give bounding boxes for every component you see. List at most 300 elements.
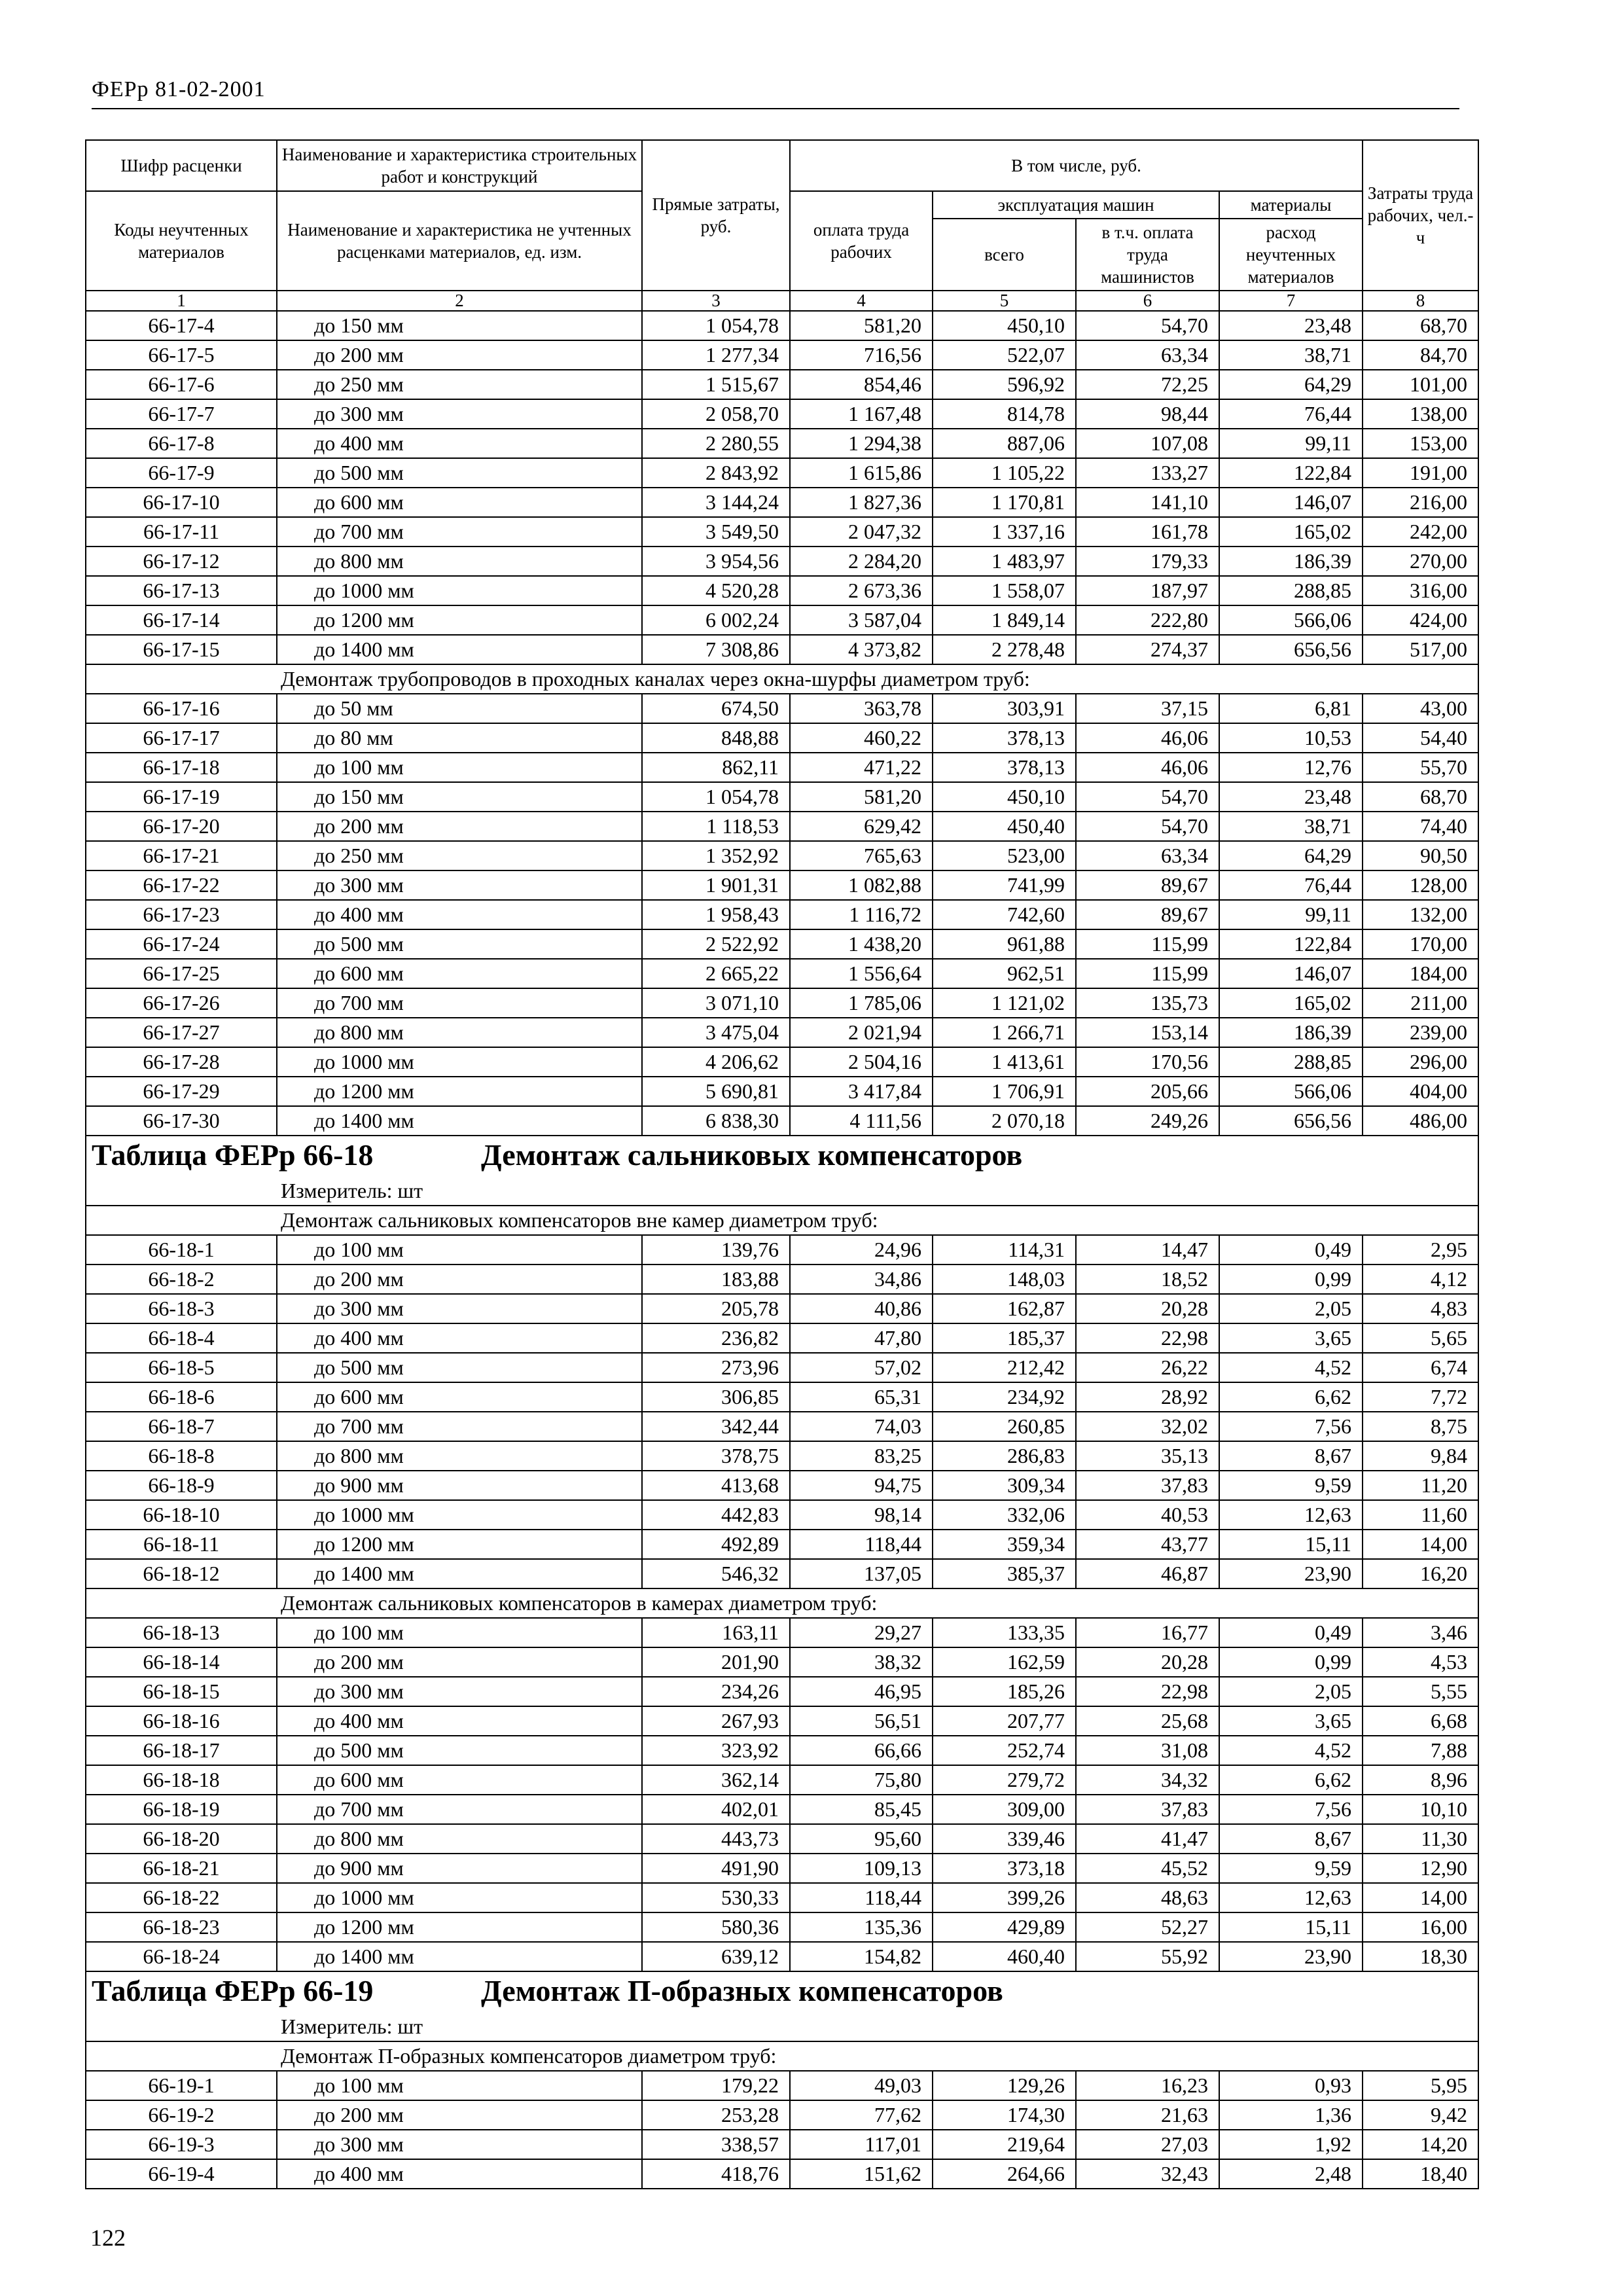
labor-hours: 486,00 bbox=[1363, 1106, 1478, 1136]
rate-code: 66-17-21 bbox=[86, 841, 277, 870]
table-row bbox=[86, 340, 1478, 370]
table-row bbox=[86, 2100, 1478, 2130]
labor-hours: 14,20 bbox=[1363, 2130, 1478, 2159]
wage-cost: 629,42 bbox=[790, 812, 933, 841]
materials-use: 7,56 bbox=[1219, 1412, 1363, 1441]
rate-code: 66-19-1 bbox=[86, 2071, 277, 2100]
table-row bbox=[86, 1265, 1478, 1294]
direct-costs: 848,88 bbox=[642, 723, 790, 753]
rate-code: 66-17-28 bbox=[86, 1047, 277, 1077]
wage-cost: 2 673,36 bbox=[790, 576, 933, 605]
table-row bbox=[86, 1294, 1478, 1323]
direct-costs: 1 958,43 bbox=[642, 900, 790, 929]
rates-table bbox=[85, 139, 1479, 2189]
machines-wage: 28,92 bbox=[1076, 1382, 1219, 1412]
materials-use: 1,92 bbox=[1219, 2130, 1363, 2159]
col-number: 7 bbox=[1219, 291, 1363, 311]
materials-use: 6,62 bbox=[1219, 1765, 1363, 1795]
rate-code: 66-17-29 bbox=[86, 1077, 277, 1106]
direct-costs: 4 520,28 bbox=[642, 576, 790, 605]
direct-costs: 342,44 bbox=[642, 1412, 790, 1441]
table-row bbox=[86, 1077, 1478, 1106]
table-row bbox=[86, 1618, 1478, 1647]
rate-code: 66-18-16 bbox=[86, 1706, 277, 1736]
wage-cost: 581,20 bbox=[790, 782, 933, 812]
machines-total: 174,30 bbox=[933, 2100, 1076, 2130]
machines-total: 1 170,81 bbox=[933, 488, 1076, 517]
rate-code: 66-17-18 bbox=[86, 753, 277, 782]
labor-hours: 138,00 bbox=[1363, 399, 1478, 429]
machines-total: 339,46 bbox=[933, 1824, 1076, 1854]
wage-cost: 40,86 bbox=[790, 1294, 933, 1323]
table-row bbox=[86, 458, 1478, 488]
machines-total: 450,40 bbox=[933, 812, 1076, 841]
unit-of-measure: Измеритель: шт bbox=[86, 1177, 1478, 1206]
rate-code: 66-17-19 bbox=[86, 782, 277, 812]
section-heading: Демонтаж сальниковых компенсаторов вне камер диаметром труб: bbox=[86, 1206, 1478, 1235]
materials-use: 566,06 bbox=[1219, 605, 1363, 635]
wage-cost: 34,86 bbox=[790, 1265, 933, 1294]
machines-wage: 89,67 bbox=[1076, 870, 1219, 900]
rate-name: до 600 мм bbox=[277, 488, 642, 517]
machines-wage: 249,26 bbox=[1076, 1106, 1219, 1136]
direct-costs: 1 054,78 bbox=[642, 782, 790, 812]
materials-use: 76,44 bbox=[1219, 399, 1363, 429]
wage-cost: 117,01 bbox=[790, 2130, 933, 2159]
table-row bbox=[86, 1323, 1478, 1353]
wage-cost: 4 373,82 bbox=[790, 635, 933, 664]
wage-cost: 66,66 bbox=[790, 1736, 933, 1765]
rate-name: до 200 мм bbox=[277, 812, 642, 841]
rate-name: до 100 мм bbox=[277, 753, 642, 782]
machines-wage: 26,22 bbox=[1076, 1353, 1219, 1382]
direct-costs: 139,76 bbox=[642, 1235, 790, 1265]
wage-cost: 1 082,88 bbox=[790, 870, 933, 900]
direct-costs: 179,22 bbox=[642, 2071, 790, 2100]
rate-name: до 300 мм bbox=[277, 1677, 642, 1706]
wage-cost: 85,45 bbox=[790, 1795, 933, 1824]
rate-code: 66-17-20 bbox=[86, 812, 277, 841]
rate-name: до 400 мм bbox=[277, 1706, 642, 1736]
rate-name: до 1000 мм bbox=[277, 576, 642, 605]
machines-wage: 54,70 bbox=[1076, 782, 1219, 812]
rate-code: 66-17-5 bbox=[86, 340, 277, 370]
labor-hours: 132,00 bbox=[1363, 900, 1478, 929]
machines-wage: 89,67 bbox=[1076, 900, 1219, 929]
wage-cost: 1 116,72 bbox=[790, 900, 933, 929]
rate-code: 66-17-14 bbox=[86, 605, 277, 635]
direct-costs: 323,92 bbox=[642, 1736, 790, 1765]
labor-hours: 4,83 bbox=[1363, 1294, 1478, 1323]
table-row bbox=[86, 782, 1478, 812]
machines-total: 303,91 bbox=[933, 694, 1076, 723]
table-row bbox=[86, 1795, 1478, 1824]
section-row bbox=[86, 2041, 1478, 2071]
table-body bbox=[86, 311, 1478, 2189]
materials-use: 9,59 bbox=[1219, 1854, 1363, 1883]
machines-wage: 34,32 bbox=[1076, 1765, 1219, 1795]
header-code: Шифр расценки bbox=[86, 140, 277, 191]
labor-hours: 54,40 bbox=[1363, 723, 1478, 753]
direct-costs: 378,75 bbox=[642, 1441, 790, 1471]
wage-cost: 1 785,06 bbox=[790, 988, 933, 1018]
materials-use: 3,65 bbox=[1219, 1706, 1363, 1736]
table-row bbox=[86, 1912, 1478, 1942]
labor-hours: 2,95 bbox=[1363, 1235, 1478, 1265]
direct-costs: 580,36 bbox=[642, 1912, 790, 1942]
direct-costs: 2 843,92 bbox=[642, 458, 790, 488]
materials-use: 2,05 bbox=[1219, 1294, 1363, 1323]
wage-cost: 1 294,38 bbox=[790, 429, 933, 458]
rate-code: 66-18-21 bbox=[86, 1854, 277, 1883]
machines-total: 742,60 bbox=[933, 900, 1076, 929]
table-row bbox=[86, 870, 1478, 900]
wage-cost: 2 504,16 bbox=[790, 1047, 933, 1077]
machines-wage: 55,92 bbox=[1076, 1942, 1219, 1971]
labor-hours: 211,00 bbox=[1363, 988, 1478, 1018]
labor-hours: 6,68 bbox=[1363, 1706, 1478, 1736]
table-row bbox=[86, 1382, 1478, 1412]
machines-wage: 141,10 bbox=[1076, 488, 1219, 517]
rate-code: 66-18-23 bbox=[86, 1912, 277, 1942]
header-machines: эксплуатация машин bbox=[933, 191, 1219, 219]
direct-costs: 5 690,81 bbox=[642, 1077, 790, 1106]
labor-hours: 5,95 bbox=[1363, 2071, 1478, 2100]
wage-cost: 1 438,20 bbox=[790, 929, 933, 959]
table-row bbox=[86, 1677, 1478, 1706]
materials-use: 146,07 bbox=[1219, 488, 1363, 517]
direct-costs: 3 954,56 bbox=[642, 547, 790, 576]
materials-use: 288,85 bbox=[1219, 1047, 1363, 1077]
wage-cost: 154,82 bbox=[790, 1942, 933, 1971]
table-row bbox=[86, 2159, 1478, 2189]
rate-code: 66-18-7 bbox=[86, 1412, 277, 1441]
unit-of-measure: Измеритель: шт bbox=[86, 2013, 1478, 2041]
wage-cost: 2 021,94 bbox=[790, 1018, 933, 1047]
direct-costs: 273,96 bbox=[642, 1353, 790, 1382]
section-row bbox=[86, 664, 1478, 694]
machines-wage: 46,06 bbox=[1076, 723, 1219, 753]
rate-name: до 900 мм bbox=[277, 1471, 642, 1500]
machines-wage: 205,66 bbox=[1076, 1077, 1219, 1106]
machines-total: 207,77 bbox=[933, 1706, 1076, 1736]
header-materials: материалы bbox=[1219, 191, 1363, 219]
direct-costs: 6 838,30 bbox=[642, 1106, 790, 1136]
page-number: 122 bbox=[90, 2225, 126, 2251]
machines-wage: 179,33 bbox=[1076, 547, 1219, 576]
machines-wage: 37,83 bbox=[1076, 1471, 1219, 1500]
rate-code: 66-17-16 bbox=[86, 694, 277, 723]
machines-total: 332,06 bbox=[933, 1500, 1076, 1530]
table-row bbox=[86, 1765, 1478, 1795]
machines-total: 264,66 bbox=[933, 2159, 1076, 2189]
machines-total: 460,40 bbox=[933, 1942, 1076, 1971]
machines-wage: 40,53 bbox=[1076, 1500, 1219, 1530]
direct-costs: 267,93 bbox=[642, 1706, 790, 1736]
machines-wage: 32,02 bbox=[1076, 1412, 1219, 1441]
table-row bbox=[86, 900, 1478, 929]
rate-code: 66-17-4 bbox=[86, 311, 277, 340]
table-title-row bbox=[86, 1971, 1478, 2013]
table-row bbox=[86, 635, 1478, 664]
materials-use: 6,62 bbox=[1219, 1382, 1363, 1412]
rate-name: до 800 мм bbox=[277, 1824, 642, 1854]
header-materials-use: расход неучтенных материалов bbox=[1219, 219, 1363, 291]
machines-total: 162,87 bbox=[933, 1294, 1076, 1323]
machines-total: 741,99 bbox=[933, 870, 1076, 900]
rate-name: до 1200 мм bbox=[277, 1912, 642, 1942]
header-direct-costs: Прямые затраты, руб. bbox=[642, 140, 790, 291]
rate-code: 66-18-18 bbox=[86, 1765, 277, 1795]
wage-cost: 471,22 bbox=[790, 753, 933, 782]
wage-cost: 2 284,20 bbox=[790, 547, 933, 576]
labor-hours: 4,12 bbox=[1363, 1265, 1478, 1294]
rate-code: 66-17-12 bbox=[86, 547, 277, 576]
materials-use: 656,56 bbox=[1219, 635, 1363, 664]
direct-costs: 306,85 bbox=[642, 1382, 790, 1412]
rate-name: до 1200 мм bbox=[277, 605, 642, 635]
wage-cost: 109,13 bbox=[790, 1854, 933, 1883]
document-title: ФЕРр 81-02-2001 bbox=[92, 77, 266, 101]
table-row bbox=[86, 605, 1478, 635]
machines-wage: 43,77 bbox=[1076, 1530, 1219, 1559]
machines-wage: 22,98 bbox=[1076, 1677, 1219, 1706]
rate-code: 66-19-4 bbox=[86, 2159, 277, 2189]
col-number: 3 bbox=[642, 291, 790, 311]
direct-costs: 2 665,22 bbox=[642, 959, 790, 988]
machines-wage: 16,23 bbox=[1076, 2071, 1219, 2100]
table-label: Таблица ФЕРр 66-18 bbox=[92, 1138, 374, 1172]
materials-use: 38,71 bbox=[1219, 812, 1363, 841]
labor-hours: 404,00 bbox=[1363, 1077, 1478, 1106]
rate-name: до 500 мм bbox=[277, 1736, 642, 1765]
machines-total: 814,78 bbox=[933, 399, 1076, 429]
materials-use: 6,81 bbox=[1219, 694, 1363, 723]
rate-name: до 300 мм bbox=[277, 399, 642, 429]
rate-name: до 1200 мм bbox=[277, 1077, 642, 1106]
direct-costs: 4 206,62 bbox=[642, 1047, 790, 1077]
rate-code: 66-17-17 bbox=[86, 723, 277, 753]
materials-use: 2,05 bbox=[1219, 1677, 1363, 1706]
labor-hours: 11,30 bbox=[1363, 1824, 1478, 1854]
direct-costs: 338,57 bbox=[642, 2130, 790, 2159]
materials-use: 288,85 bbox=[1219, 576, 1363, 605]
machines-wage: 98,44 bbox=[1076, 399, 1219, 429]
table-row bbox=[86, 370, 1478, 399]
machines-total: 1 558,07 bbox=[933, 576, 1076, 605]
wage-cost: 363,78 bbox=[790, 694, 933, 723]
rate-name: до 800 мм bbox=[277, 547, 642, 576]
direct-costs: 3 549,50 bbox=[642, 517, 790, 547]
machines-wage: 16,77 bbox=[1076, 1618, 1219, 1647]
table-row bbox=[86, 1353, 1478, 1382]
rate-name: до 600 мм bbox=[277, 1765, 642, 1795]
wage-cost: 65,31 bbox=[790, 1382, 933, 1412]
machines-wage: 133,27 bbox=[1076, 458, 1219, 488]
wage-cost: 75,80 bbox=[790, 1765, 933, 1795]
direct-costs: 443,73 bbox=[642, 1824, 790, 1854]
machines-wage: 107,08 bbox=[1076, 429, 1219, 458]
unit-row bbox=[86, 1177, 1478, 1206]
rate-name: до 600 мм bbox=[277, 959, 642, 988]
materials-use: 0,49 bbox=[1219, 1235, 1363, 1265]
rate-name: до 700 мм bbox=[277, 1412, 642, 1441]
machines-total: 1 706,91 bbox=[933, 1077, 1076, 1106]
rate-name: до 900 мм bbox=[277, 1854, 642, 1883]
labor-hours: 12,90 bbox=[1363, 1854, 1478, 1883]
direct-costs: 2 280,55 bbox=[642, 429, 790, 458]
labor-hours: 191,00 bbox=[1363, 458, 1478, 488]
direct-costs: 163,11 bbox=[642, 1618, 790, 1647]
labor-hours: 128,00 bbox=[1363, 870, 1478, 900]
table-row bbox=[86, 1412, 1478, 1441]
table-row bbox=[86, 1559, 1478, 1588]
rate-code: 66-17-10 bbox=[86, 488, 277, 517]
materials-use: 9,59 bbox=[1219, 1471, 1363, 1500]
machines-total: 2 278,48 bbox=[933, 635, 1076, 664]
labor-hours: 16,20 bbox=[1363, 1559, 1478, 1588]
direct-costs: 546,32 bbox=[642, 1559, 790, 1588]
direct-costs: 201,90 bbox=[642, 1647, 790, 1677]
materials-use: 0,93 bbox=[1219, 2071, 1363, 2100]
machines-total: 114,31 bbox=[933, 1235, 1076, 1265]
labor-hours: 18,40 bbox=[1363, 2159, 1478, 2189]
rate-code: 66-19-2 bbox=[86, 2100, 277, 2130]
rate-code: 66-18-4 bbox=[86, 1323, 277, 1353]
labor-hours: 7,88 bbox=[1363, 1736, 1478, 1765]
machines-wage: 46,87 bbox=[1076, 1559, 1219, 1588]
header-machines-total: всего bbox=[933, 219, 1076, 291]
rate-name: до 800 мм bbox=[277, 1441, 642, 1471]
materials-use: 8,67 bbox=[1219, 1824, 1363, 1854]
table-row bbox=[86, 576, 1478, 605]
rate-name: до 400 мм bbox=[277, 2159, 642, 2189]
wage-cost: 151,62 bbox=[790, 2159, 933, 2189]
machines-wage: 161,78 bbox=[1076, 517, 1219, 547]
rate-name: до 50 мм bbox=[277, 694, 642, 723]
machines-total: 260,85 bbox=[933, 1412, 1076, 1441]
machines-total: 359,34 bbox=[933, 1530, 1076, 1559]
labor-hours: 153,00 bbox=[1363, 429, 1478, 458]
machines-wage: 170,56 bbox=[1076, 1047, 1219, 1077]
rate-name: до 1400 мм bbox=[277, 1942, 642, 1971]
materials-use: 15,11 bbox=[1219, 1530, 1363, 1559]
materials-use: 186,39 bbox=[1219, 1018, 1363, 1047]
rate-code: 66-18-8 bbox=[86, 1441, 277, 1471]
machines-wage: 14,47 bbox=[1076, 1235, 1219, 1265]
unit-row bbox=[86, 2013, 1478, 2041]
machines-total: 1 849,14 bbox=[933, 605, 1076, 635]
table-row bbox=[86, 1106, 1478, 1136]
col-number: 1 bbox=[86, 291, 277, 311]
machines-wage: 115,99 bbox=[1076, 929, 1219, 959]
machines-wage: 18,52 bbox=[1076, 1265, 1219, 1294]
wage-cost: 716,56 bbox=[790, 340, 933, 370]
wage-cost: 1 556,64 bbox=[790, 959, 933, 988]
materials-use: 23,48 bbox=[1219, 311, 1363, 340]
table-row bbox=[86, 1647, 1478, 1677]
rate-code: 66-18-17 bbox=[86, 1736, 277, 1765]
machines-wage: 32,43 bbox=[1076, 2159, 1219, 2189]
table-heading: Демонтаж сальниковых компенсаторов bbox=[481, 1138, 1023, 1172]
rate-name: до 400 мм bbox=[277, 900, 642, 929]
rate-name: до 150 мм bbox=[277, 311, 642, 340]
materials-use: 64,29 bbox=[1219, 370, 1363, 399]
materials-use: 12,63 bbox=[1219, 1883, 1363, 1912]
materials-use: 3,65 bbox=[1219, 1323, 1363, 1353]
wage-cost: 38,32 bbox=[790, 1647, 933, 1677]
machines-total: 252,74 bbox=[933, 1736, 1076, 1765]
title-rule bbox=[92, 108, 1459, 109]
labor-hours: 68,70 bbox=[1363, 311, 1478, 340]
table-row bbox=[86, 517, 1478, 547]
machines-total: 378,13 bbox=[933, 753, 1076, 782]
rate-code: 66-18-11 bbox=[86, 1530, 277, 1559]
direct-costs: 183,88 bbox=[642, 1265, 790, 1294]
machines-wage: 20,28 bbox=[1076, 1294, 1219, 1323]
wage-cost: 460,22 bbox=[790, 723, 933, 753]
wage-cost: 118,44 bbox=[790, 1530, 933, 1559]
direct-costs: 1 277,34 bbox=[642, 340, 790, 370]
rate-name: до 300 мм bbox=[277, 870, 642, 900]
labor-hours: 3,46 bbox=[1363, 1618, 1478, 1647]
labor-hours: 68,70 bbox=[1363, 782, 1478, 812]
rate-code: 66-17-15 bbox=[86, 635, 277, 664]
machines-total: 309,00 bbox=[933, 1795, 1076, 1824]
table-row bbox=[86, 488, 1478, 517]
machines-total: 129,26 bbox=[933, 2071, 1076, 2100]
table-title bbox=[86, 1136, 1478, 1177]
direct-costs: 862,11 bbox=[642, 753, 790, 782]
wage-cost: 74,03 bbox=[790, 1412, 933, 1441]
rate-code: 66-18-22 bbox=[86, 1883, 277, 1912]
table-row bbox=[86, 1471, 1478, 1500]
rate-name: до 500 мм bbox=[277, 1353, 642, 1382]
table-row bbox=[86, 723, 1478, 753]
machines-total: 399,26 bbox=[933, 1883, 1076, 1912]
machines-total: 185,37 bbox=[933, 1323, 1076, 1353]
direct-costs: 491,90 bbox=[642, 1854, 790, 1883]
machines-total: 378,13 bbox=[933, 723, 1076, 753]
wage-cost: 118,44 bbox=[790, 1883, 933, 1912]
labor-hours: 18,30 bbox=[1363, 1942, 1478, 1971]
rate-code: 66-18-6 bbox=[86, 1382, 277, 1412]
machines-wage: 22,98 bbox=[1076, 1323, 1219, 1353]
machines-wage: 20,28 bbox=[1076, 1647, 1219, 1677]
rate-name: до 200 мм bbox=[277, 340, 642, 370]
materials-use: 64,29 bbox=[1219, 841, 1363, 870]
rate-name: до 250 мм bbox=[277, 370, 642, 399]
machines-wage: 52,27 bbox=[1076, 1912, 1219, 1942]
labor-hours: 101,00 bbox=[1363, 370, 1478, 399]
machines-wage: 35,13 bbox=[1076, 1441, 1219, 1471]
wage-cost: 2 047,32 bbox=[790, 517, 933, 547]
machines-wage: 21,63 bbox=[1076, 2100, 1219, 2130]
direct-costs: 402,01 bbox=[642, 1795, 790, 1824]
table-title bbox=[86, 1971, 1478, 2013]
machines-wage: 45,52 bbox=[1076, 1854, 1219, 1883]
labor-hours: 216,00 bbox=[1363, 488, 1478, 517]
direct-costs: 530,33 bbox=[642, 1883, 790, 1912]
direct-costs: 1 118,53 bbox=[642, 812, 790, 841]
machines-wage: 54,70 bbox=[1076, 311, 1219, 340]
labor-hours: 43,00 bbox=[1363, 694, 1478, 723]
table-row bbox=[86, 2071, 1478, 2100]
machines-wage: 27,03 bbox=[1076, 2130, 1219, 2159]
materials-use: 23,48 bbox=[1219, 782, 1363, 812]
table-row bbox=[86, 547, 1478, 576]
machines-total: 2 070,18 bbox=[933, 1106, 1076, 1136]
